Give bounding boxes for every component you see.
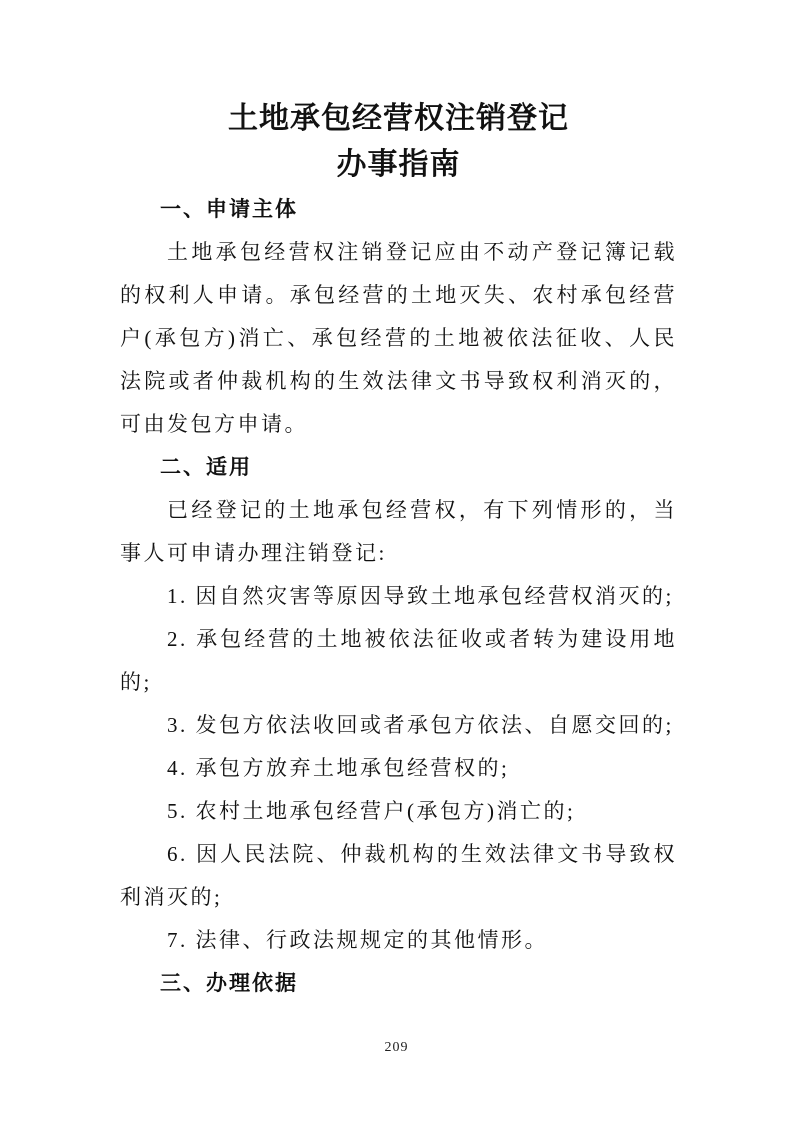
- page-number: 209: [384, 1040, 409, 1055]
- list-item-7: 7. 法律、行政法规规定的其他情形。: [167, 928, 548, 952]
- document-title-line1: 土地承包经营权注销登记: [228, 102, 569, 135]
- section-heading-2: 二、适用: [160, 456, 252, 479]
- document-title: [120, 96, 677, 188]
- section-handling-basis: [120, 962, 677, 1005]
- list-item-4: 4. 承包方放弃土地承包经营权的;: [167, 756, 510, 780]
- section-application-subject: [120, 188, 677, 446]
- section-1-paragraph: 土地承包经营权注销登记应由不动产登记簿记载的权利人申请。承包经营的土地灭失、农村承包经营户(承包方)消亡、承包经营的土地被依法征收、人民法院或者仲裁机构的生效法律文书导致权利消灭的，可由发包方申请。: [120, 240, 677, 436]
- list-item-1: 1. 因自然灾害等原因导致土地承包经营权消灭的;: [167, 584, 674, 608]
- list-item-5: 5. 农村土地承包经营户(承包方)消亡的;: [167, 799, 576, 823]
- section-heading-3: 三、办理依据: [160, 972, 298, 995]
- section-applicability: [120, 446, 677, 962]
- list-item-2: 2. 承包经营的土地被依法征收或者转为建设用地的;: [120, 627, 677, 694]
- section-heading-1: 一、申请主体: [160, 198, 298, 221]
- list-item-3: 3. 发包方依法收回或者承包方依法、自愿交回的;: [167, 713, 674, 737]
- document-content: [120, 96, 677, 1005]
- document-title-line2: 办事指南: [336, 148, 461, 181]
- section-2-paragraph: 已经登记的土地承包经营权，有下列情形的，当事人可申请办理注销登记:: [120, 498, 677, 565]
- list-item-6: 6. 因人民法院、仲裁机构的生效法律文书导致权利消灭的;: [120, 842, 677, 909]
